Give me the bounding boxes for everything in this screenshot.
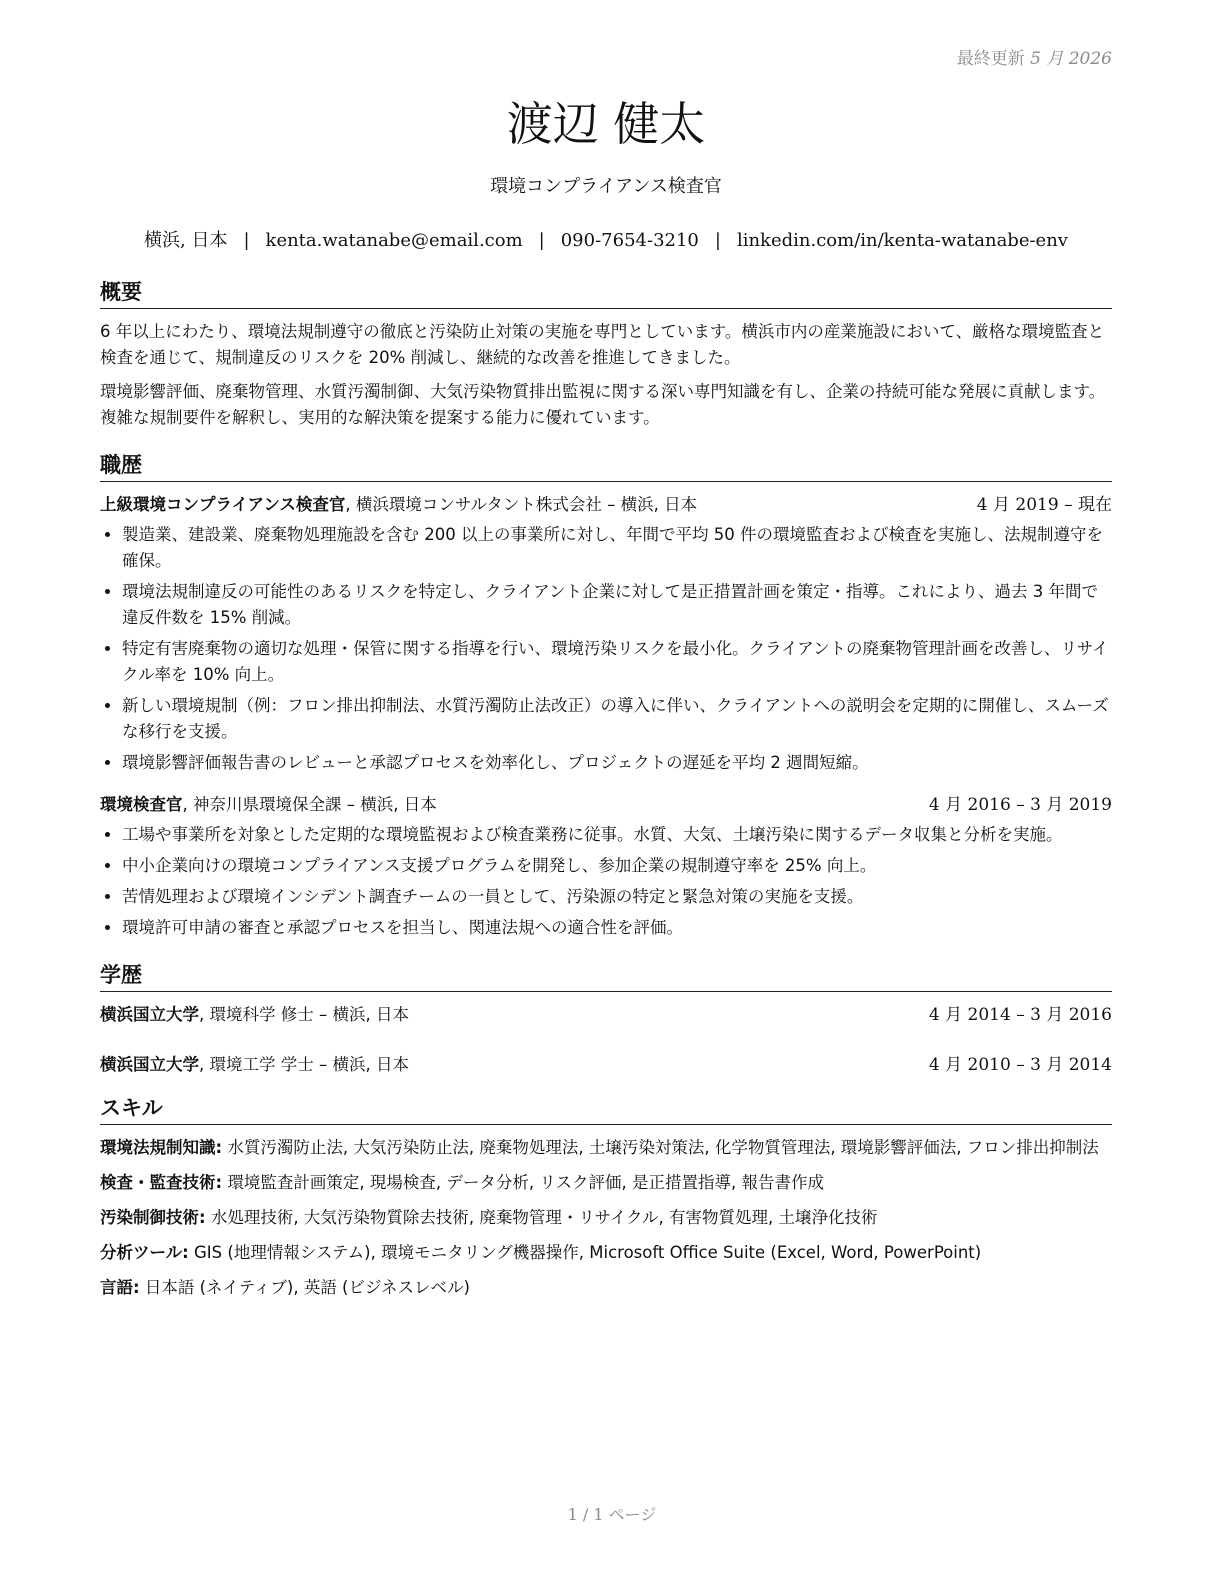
education-date: 4 月 2014 – 3 月 2016 — [928, 1005, 1112, 1025]
section-title: 概要 — [100, 276, 1112, 309]
skill-value: 水処理技術, 大気汚染物質除去技術, 廃棄物管理・リサイクル, 有害物質処理, 土壌浄化技術 — [205, 1208, 878, 1227]
job-bullet: • 苦情処理および環境インシデント調査チームの一員として、汚染源の特定と緊急対策の実施を支援。 — [122, 884, 1112, 910]
job-title-line — [100, 792, 437, 818]
job-bullet: • 製造業、建設業、廃棄物処理施設を含む 200 以上の事業所に対し、年間で平均 50 件の環境監査および検査を実施し、法規制遵守を確保。 — [122, 522, 1112, 574]
education-section — [100, 959, 1112, 1078]
skill-value: GIS (地理情報システム), 環境モニタリング機器操作, Microsoft Office Suite (Excel, Word, PowerPoint) — [188, 1243, 982, 1262]
skill-row — [100, 1205, 1112, 1231]
contact-line — [100, 226, 1112, 252]
education-date: 4 月 2010 – 3 月 2014 — [928, 1055, 1112, 1075]
skill-label: 環境法規制知識: — [100, 1138, 223, 1157]
last-updated — [957, 44, 1112, 69]
skill-value: 日本語 (ネイティブ), 英語 (ビジネスレベル) — [139, 1278, 470, 1297]
summary-paragraph: 6 年以上にわたり、環境法規制遵守の徹底と汚染防止対策の実施を専門としています。横浜市内の産業施設において、厳格な環境監査と検査を通じて、規制違反のリスクを 20% 削減し、継続的な改善を推進してきました。 — [100, 322, 1105, 367]
skill-row — [100, 1135, 1112, 1161]
job-position: 上級環境コンプライアンス検査官 — [100, 495, 346, 514]
job-bullet: • 環境法規制違反の可能性のあるリスクを特定し、クライアント企業に対して是正措置計画を策定・指導。これにより、過去 3 年間で違反件数を 15% 削減。 — [122, 579, 1112, 631]
education-school: 横浜国立大学 — [100, 1055, 199, 1074]
skills-section — [100, 1092, 1112, 1301]
skill-row — [100, 1170, 1112, 1196]
job-bullet: • 新しい環境規制（例：フロン排出抑制法、水質汚濁防止法改正）の導入に伴い、クライアントへの説明会を定期的に開催し、スムーズな移行を支援。 — [122, 693, 1112, 745]
candidate-role: 環境コンプライアンス検査官 — [490, 176, 722, 197]
job-details: , 神奈川県環境保全課 – 横浜, 日本 — [182, 795, 437, 814]
job-header — [100, 492, 1112, 518]
job-bullet: • 工場や事業所を対象とした定期的な環境監視および検査業務に従事。水質、大気、土壌汚染に関するデータ収集と分析を実施。 — [122, 822, 1112, 848]
contact-separator: | — [714, 230, 721, 251]
job-entry — [100, 792, 1112, 941]
contact-linkedin[interactable]: linkedin.com/in/kenta-watanabe-env — [736, 230, 1068, 251]
section-title: 職歴 — [100, 449, 1112, 482]
page-number: 1 / 1 ページ — [567, 1505, 657, 1524]
summary-section — [100, 276, 1112, 431]
education-entry — [100, 1052, 1112, 1078]
skill-value: 水質汚濁防止法, 大気汚染防止法, 廃棄物処理法, 土壌汚染対策法, 化学物質管理法, 環境影響評価法, フロン排出抑制法 — [222, 1138, 1099, 1157]
experience-section — [100, 449, 1112, 941]
summary-paragraph: 環境影響評価、廃棄物管理、水質汚濁制御、大気汚染物質排出監視に関する深い専門知識を有し、企業の持続可能な発展に貢献します。複雑な規制要件を解釈し、実用的な解決策を提案する能力に優れています。 — [100, 382, 1106, 427]
job-position: 環境検査官 — [100, 795, 183, 814]
skill-row — [100, 1275, 1112, 1301]
skill-label: 言語: — [100, 1278, 140, 1297]
candidate-name: 渡辺 健太 — [506, 97, 706, 151]
skill-value: 環境監査計画策定, 現場検査, データ分析, リスク評価, 是正措置指導, 報告書作成 — [222, 1173, 824, 1192]
last-updated-label: 最終更新 — [956, 49, 1025, 69]
education-details: , 環境工学 学士 – 横浜, 日本 — [199, 1055, 409, 1074]
contact-location: 横浜, 日本 — [144, 230, 228, 251]
contact-email[interactable]: kenta.watanabe@email.com — [265, 230, 523, 251]
section-title: スキル — [100, 1092, 1112, 1125]
education-title-line — [100, 1052, 409, 1078]
job-bullet: • 環境許可申請の審査と承認プロセスを担当し、関連法規への適合性を評価。 — [122, 915, 1112, 941]
job-details: , 横浜環境コンサルタント株式会社 – 横浜, 日本 — [345, 495, 698, 514]
job-bullets — [100, 522, 1112, 776]
section-title: 学歴 — [100, 959, 1112, 992]
education-details: , 環境科学 修士 – 横浜, 日本 — [199, 1005, 409, 1024]
job-date: 4 月 2016 – 3 月 2019 — [928, 795, 1112, 815]
skill-label: 汚染制御技術: — [100, 1208, 206, 1227]
job-bullet: • 中小企業向けの環境コンプライアンス支援プログラムを開発し、参加企業の規制遵守率を 25% 向上。 — [122, 853, 1112, 879]
skill-label: 検査・監査技術: — [100, 1173, 223, 1192]
education-title-line — [100, 1002, 409, 1028]
last-updated-date: 5 月 2026 — [1030, 49, 1112, 69]
education-school: 横浜国立大学 — [100, 1005, 199, 1024]
contact-phone: 090-7654-3210 — [560, 230, 699, 251]
resume-content — [100, 276, 1112, 1310]
skill-row — [100, 1240, 1112, 1266]
job-bullet: • 特定有害廃棄物の適切な処理・保管に関する指導を行い、環境汚染リスクを最小化。クライアントの廃棄物管理計画を改善し、リサイクル率を 10% 向上。 — [122, 636, 1112, 688]
education-entry — [100, 1002, 1112, 1028]
job-title-line — [100, 492, 697, 518]
job-bullets — [100, 822, 1112, 941]
job-header — [100, 792, 1112, 818]
skill-label: 分析ツール: — [100, 1243, 189, 1262]
contact-separator: | — [538, 230, 545, 251]
job-entry — [100, 492, 1112, 776]
job-date: 4 月 2019 – 現在 — [976, 495, 1112, 515]
job-bullet: • 環境影響評価報告書のレビューと承認プロセスを効率化し、プロジェクトの遅延を平均 2 週間短縮。 — [122, 750, 1112, 776]
contact-separator: | — [243, 230, 250, 251]
